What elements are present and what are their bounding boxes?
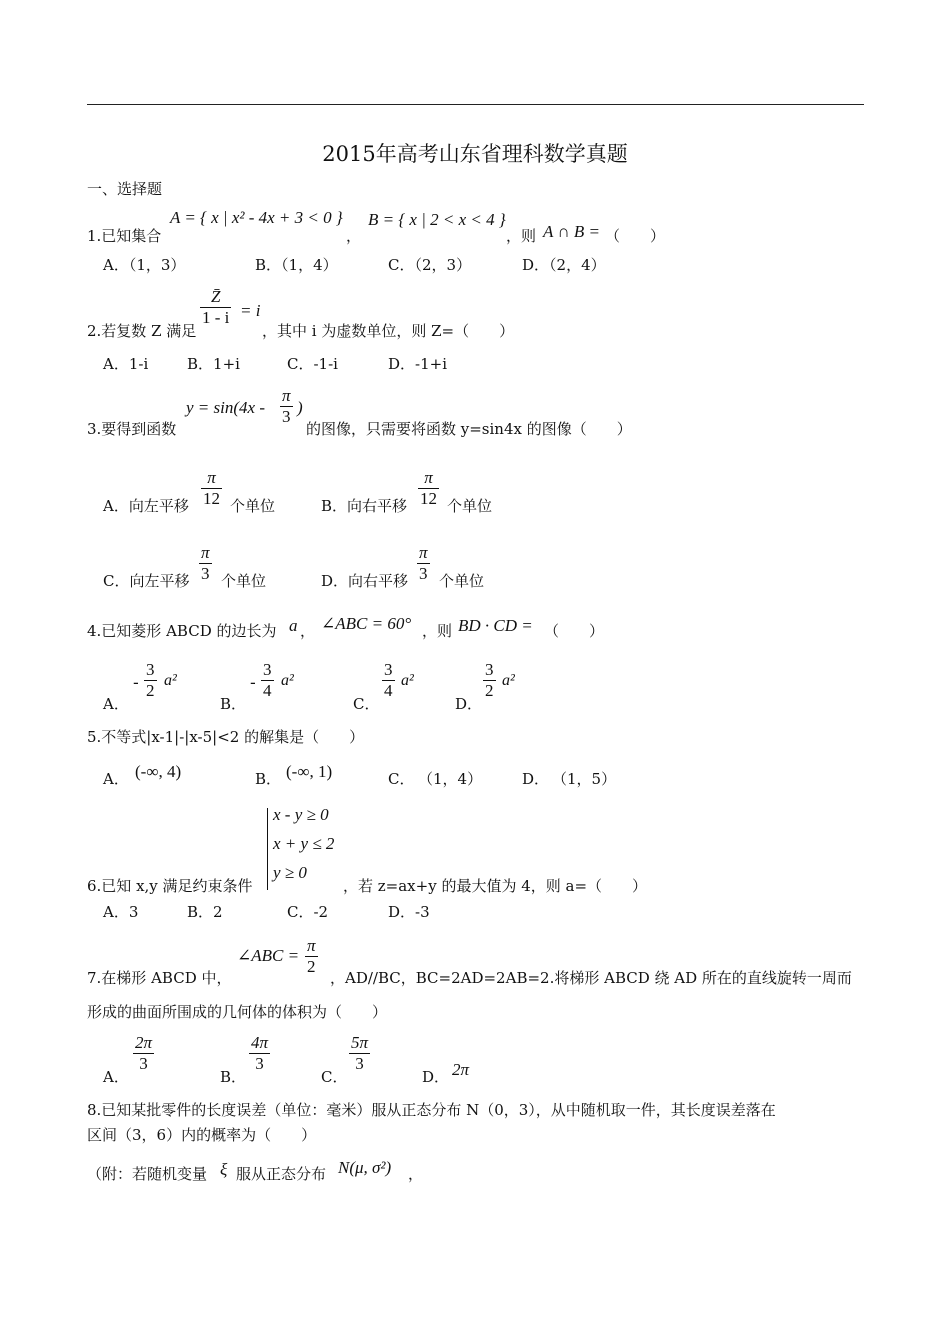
q3-option-a-unit: 个单位 xyxy=(230,497,276,515)
q7-option-b[interactable]: B． xyxy=(220,1068,247,1086)
q3-option-a-fraction: $\frac{\pi}{12}$ xyxy=(203,468,220,508)
q1-option-c[interactable]: C．（2，3） xyxy=(388,256,472,274)
header-rule xyxy=(87,104,864,105)
q3-rest: 的图像，只需要将函数 y=sin4x 的图像（ ） xyxy=(306,420,632,438)
q6-option-a[interactable]: A．3 xyxy=(103,903,139,921)
q2-text: 2.若复数 Z 满足 xyxy=(87,322,197,340)
q2-fraction: $\frac{Z̄}{1 - i}$ xyxy=(202,287,230,327)
q1-text: 1.已知集合 xyxy=(87,227,162,245)
q8-note-right: ， xyxy=(408,1165,424,1183)
q5-option-a-value: (-∞, 4) xyxy=(135,762,182,781)
q4-option-c[interactable]: C． xyxy=(353,695,380,713)
q7-option-b-fraction: $\frac{4\pi}{3}$ xyxy=(251,1033,269,1073)
q3-option-d-fraction: $\frac{\pi}{3}$ xyxy=(419,543,428,583)
page-title: 2015年高考山东省理科数学真题 xyxy=(322,142,628,166)
q4-a: a xyxy=(289,616,298,635)
q1-sep: ， xyxy=(346,227,362,245)
q4-option-c-var: a² xyxy=(401,672,414,689)
q3-option-a[interactable]: A．向左平移 xyxy=(103,497,189,515)
q1-expr: A ∩ B = xyxy=(543,222,600,241)
q7-text: 7.在梯形 ABCD 中， xyxy=(87,969,232,987)
q1-paren: （ ） xyxy=(605,227,666,245)
q5-option-c-value: （1，4） xyxy=(418,770,483,788)
q4-paren: （ ） xyxy=(544,622,605,640)
q4-option-a-sign: - xyxy=(133,673,139,693)
q7-option-d[interactable]: D． xyxy=(422,1068,450,1086)
q3-option-d-unit: 个单位 xyxy=(439,572,485,590)
q4-option-d[interactable]: D． xyxy=(455,695,483,713)
q1-option-a[interactable]: A．（1，3） xyxy=(103,256,186,274)
q5-option-b-value: (-∞, 1) xyxy=(286,762,333,781)
q1-then: ，则 xyxy=(506,227,537,245)
q3-option-c-fraction: $\frac{\pi}{3}$ xyxy=(201,543,210,583)
q8-xi: ξ xyxy=(220,1160,228,1179)
q3-option-b-fraction: $\frac{\pi}{12}$ xyxy=(420,468,437,508)
q6-option-c[interactable]: C．-2 xyxy=(287,903,329,921)
q4-option-b-sign: - xyxy=(250,673,256,693)
q4-comma: ， xyxy=(300,622,316,640)
q6-option-b[interactable]: B．2 xyxy=(187,903,223,921)
q3-text: 3.要得到函数 xyxy=(87,420,177,438)
q3-option-d[interactable]: D．向右平移 xyxy=(321,572,409,590)
q4-option-b-fraction: $\frac{3}{4}$ xyxy=(263,660,272,700)
q4-expr: BD · CD = xyxy=(458,616,533,635)
q7-option-c-fraction: $\frac{5\pi}{3}$ xyxy=(351,1033,369,1073)
q6-system xyxy=(273,800,334,887)
q6-constraint-1: x - y ≥ 0 xyxy=(273,805,329,824)
q3-fraction: $\frac{\pi}{3}$ xyxy=(282,386,291,426)
q8-line2: 区间（3，6）内的概率为（ ） xyxy=(87,1126,317,1144)
q7-line2: 形成的曲面所围成的几何体的体积为（ ） xyxy=(87,1003,388,1021)
q2-option-b[interactable]: B．1+i xyxy=(187,355,240,373)
q6-brace xyxy=(267,808,268,890)
q7-rest: ，AD//BC，BC=2AD=2AB=2.将梯形 ABCD 绕 AD 所在的直线旋转一周而 xyxy=(330,969,852,987)
q6-constraint-3: y ≥ 0 xyxy=(273,863,307,882)
q3-expr-right: ) xyxy=(297,398,303,417)
q3-option-b[interactable]: B．向右平移 xyxy=(321,497,408,515)
q3-option-c-unit: 个单位 xyxy=(221,572,267,590)
q8-note-left: （附：若随机变量 xyxy=(87,1165,208,1183)
section-heading: 一、选择题 xyxy=(87,180,163,198)
q6-rest: ，若 z=ax+y 的最大值为 4，则 a=（ ） xyxy=(343,877,648,895)
q7-option-d-value: 2π xyxy=(452,1060,470,1079)
q4-option-b[interactable]: B． xyxy=(220,695,247,713)
q8-dist: N(μ, σ²) xyxy=(338,1158,392,1177)
q2-rest: ，其中 i 为虚数单位，则 Z=（ ） xyxy=(262,322,515,340)
q1-option-b[interactable]: B．（1，4） xyxy=(255,256,338,274)
q5-text: 5.不等式|x-1|-|x-5|<2 的解集是（ ） xyxy=(87,728,365,746)
q5-option-d[interactable]: D． xyxy=(522,770,550,788)
q5-option-c[interactable]: C． xyxy=(388,770,415,788)
q3-option-c[interactable]: C．向左平移 xyxy=(103,572,190,590)
q7-angle: ∠ABC = xyxy=(237,946,300,965)
q1-option-d[interactable]: D．（2，4） xyxy=(522,256,606,274)
q7-option-a-fraction: $\frac{2\pi}{3}$ xyxy=(135,1033,153,1073)
q7-option-a[interactable]: A． xyxy=(103,1068,129,1086)
q5-option-a[interactable]: A． xyxy=(103,770,129,788)
q2-eq: = i xyxy=(240,301,261,320)
q6-option-d[interactable]: D．-3 xyxy=(388,903,430,921)
q4-option-a-fraction: $\frac{3}{2}$ xyxy=(146,660,155,700)
q4-option-a-var: a² xyxy=(164,672,177,689)
q6-constraint-2: x + y ≤ 2 xyxy=(273,834,335,853)
q5-option-b[interactable]: B． xyxy=(255,770,282,788)
q6-text: 6.已知 x,y 满足约束条件 xyxy=(87,877,253,895)
q4-then: ，则 xyxy=(422,622,453,640)
q1-set-b: B = { x | 2 < x < 4 } xyxy=(368,210,506,229)
q7-fraction: $\frac{\pi}{2}$ xyxy=(307,936,316,976)
q1-set-a: A = { x | x² - 4x + 3 < 0 } xyxy=(170,208,343,227)
q2-option-a[interactable]: A．1-i xyxy=(103,355,149,373)
q5-option-d-value: （1，5） xyxy=(552,770,617,788)
q2-option-d[interactable]: D．-1+i xyxy=(388,355,448,373)
q3-option-b-unit: 个单位 xyxy=(447,497,493,515)
q4-option-c-fraction: $\frac{3}{4}$ xyxy=(384,660,393,700)
q4-option-d-fraction: $\frac{3}{2}$ xyxy=(485,660,494,700)
q4-option-d-var: a² xyxy=(502,672,515,689)
q4-angle: ∠ABC = 60° xyxy=(321,614,412,633)
q7-option-c[interactable]: C． xyxy=(321,1068,348,1086)
q4-option-a[interactable]: A． xyxy=(103,695,129,713)
q2-option-c[interactable]: C．-1-i xyxy=(287,355,338,373)
q8-line1: 8.已知某批零件的长度误差（单位：毫米）服从正态分布 N（0，3），从中随机取一件，其长度误差落在 xyxy=(87,1101,776,1119)
q4-text: 4.已知菱形 ABCD 的边长为 xyxy=(87,622,277,640)
q4-option-b-var: a² xyxy=(281,672,294,689)
q3-expr-left: y = sin(4x - xyxy=(186,398,265,417)
q8-note-mid: 服从正态分布 xyxy=(236,1165,327,1183)
